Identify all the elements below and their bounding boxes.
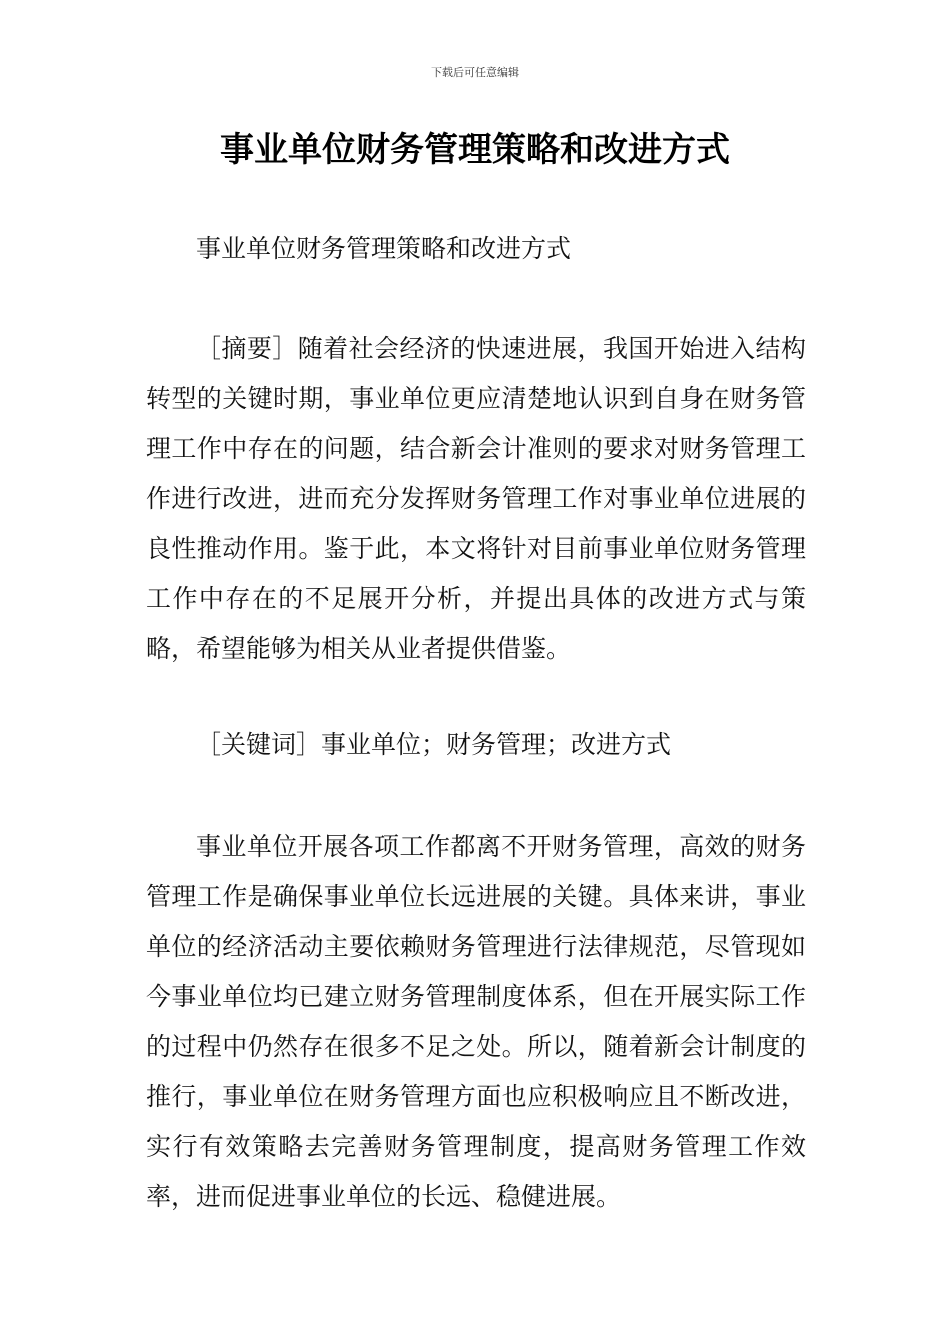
document-subtitle: 事业单位财务管理策略和改进方式 [196,234,572,263]
document-title: 事业单位财务管理策略和改进方式 [220,130,730,170]
keywords-paragraph: ［关键词］事业单位；财务管理；改进方式 [196,730,672,759]
header-note: 下载后可任意编辑 [431,66,519,79]
intro-paragraph: 事业单位开展各项工作都离不开财务管理，高效的财务管理工作是确保事业单位长远进展的关键。具体来讲，事业单位的经济活动主要依赖财务管理进行法律规范，尽管现如今事业单位均已建立财务管理制度体系，但在开展实际工作的过程中仍然存在很多不足之处。所以，随着新会计制度的推行，事业单位在财务管理方面也应积极响应且不断改进，实行有效策略去完善财务管理制度，提高财务管理工作效率，进而促进事业单位的长远、稳健进展。 [146,832,806,1211]
abstract-paragraph: ［摘要］随着社会经济的快速进展，我国开始进入结构转型的关键时期，事业单位更应清楚地认识到自身在财务管理工作中存在的问题，结合新会计准则的要求对财务管理工作进行改进，进而充分发挥财务管理工作对事业单位进展的良性推动作用。鉴于此，本文将针对目前事业单位财务管理工作中存在的不足展开分析，并提出具体的改进方式与策略，希望能够为相关从业者提供借鉴。 [146,334,806,663]
